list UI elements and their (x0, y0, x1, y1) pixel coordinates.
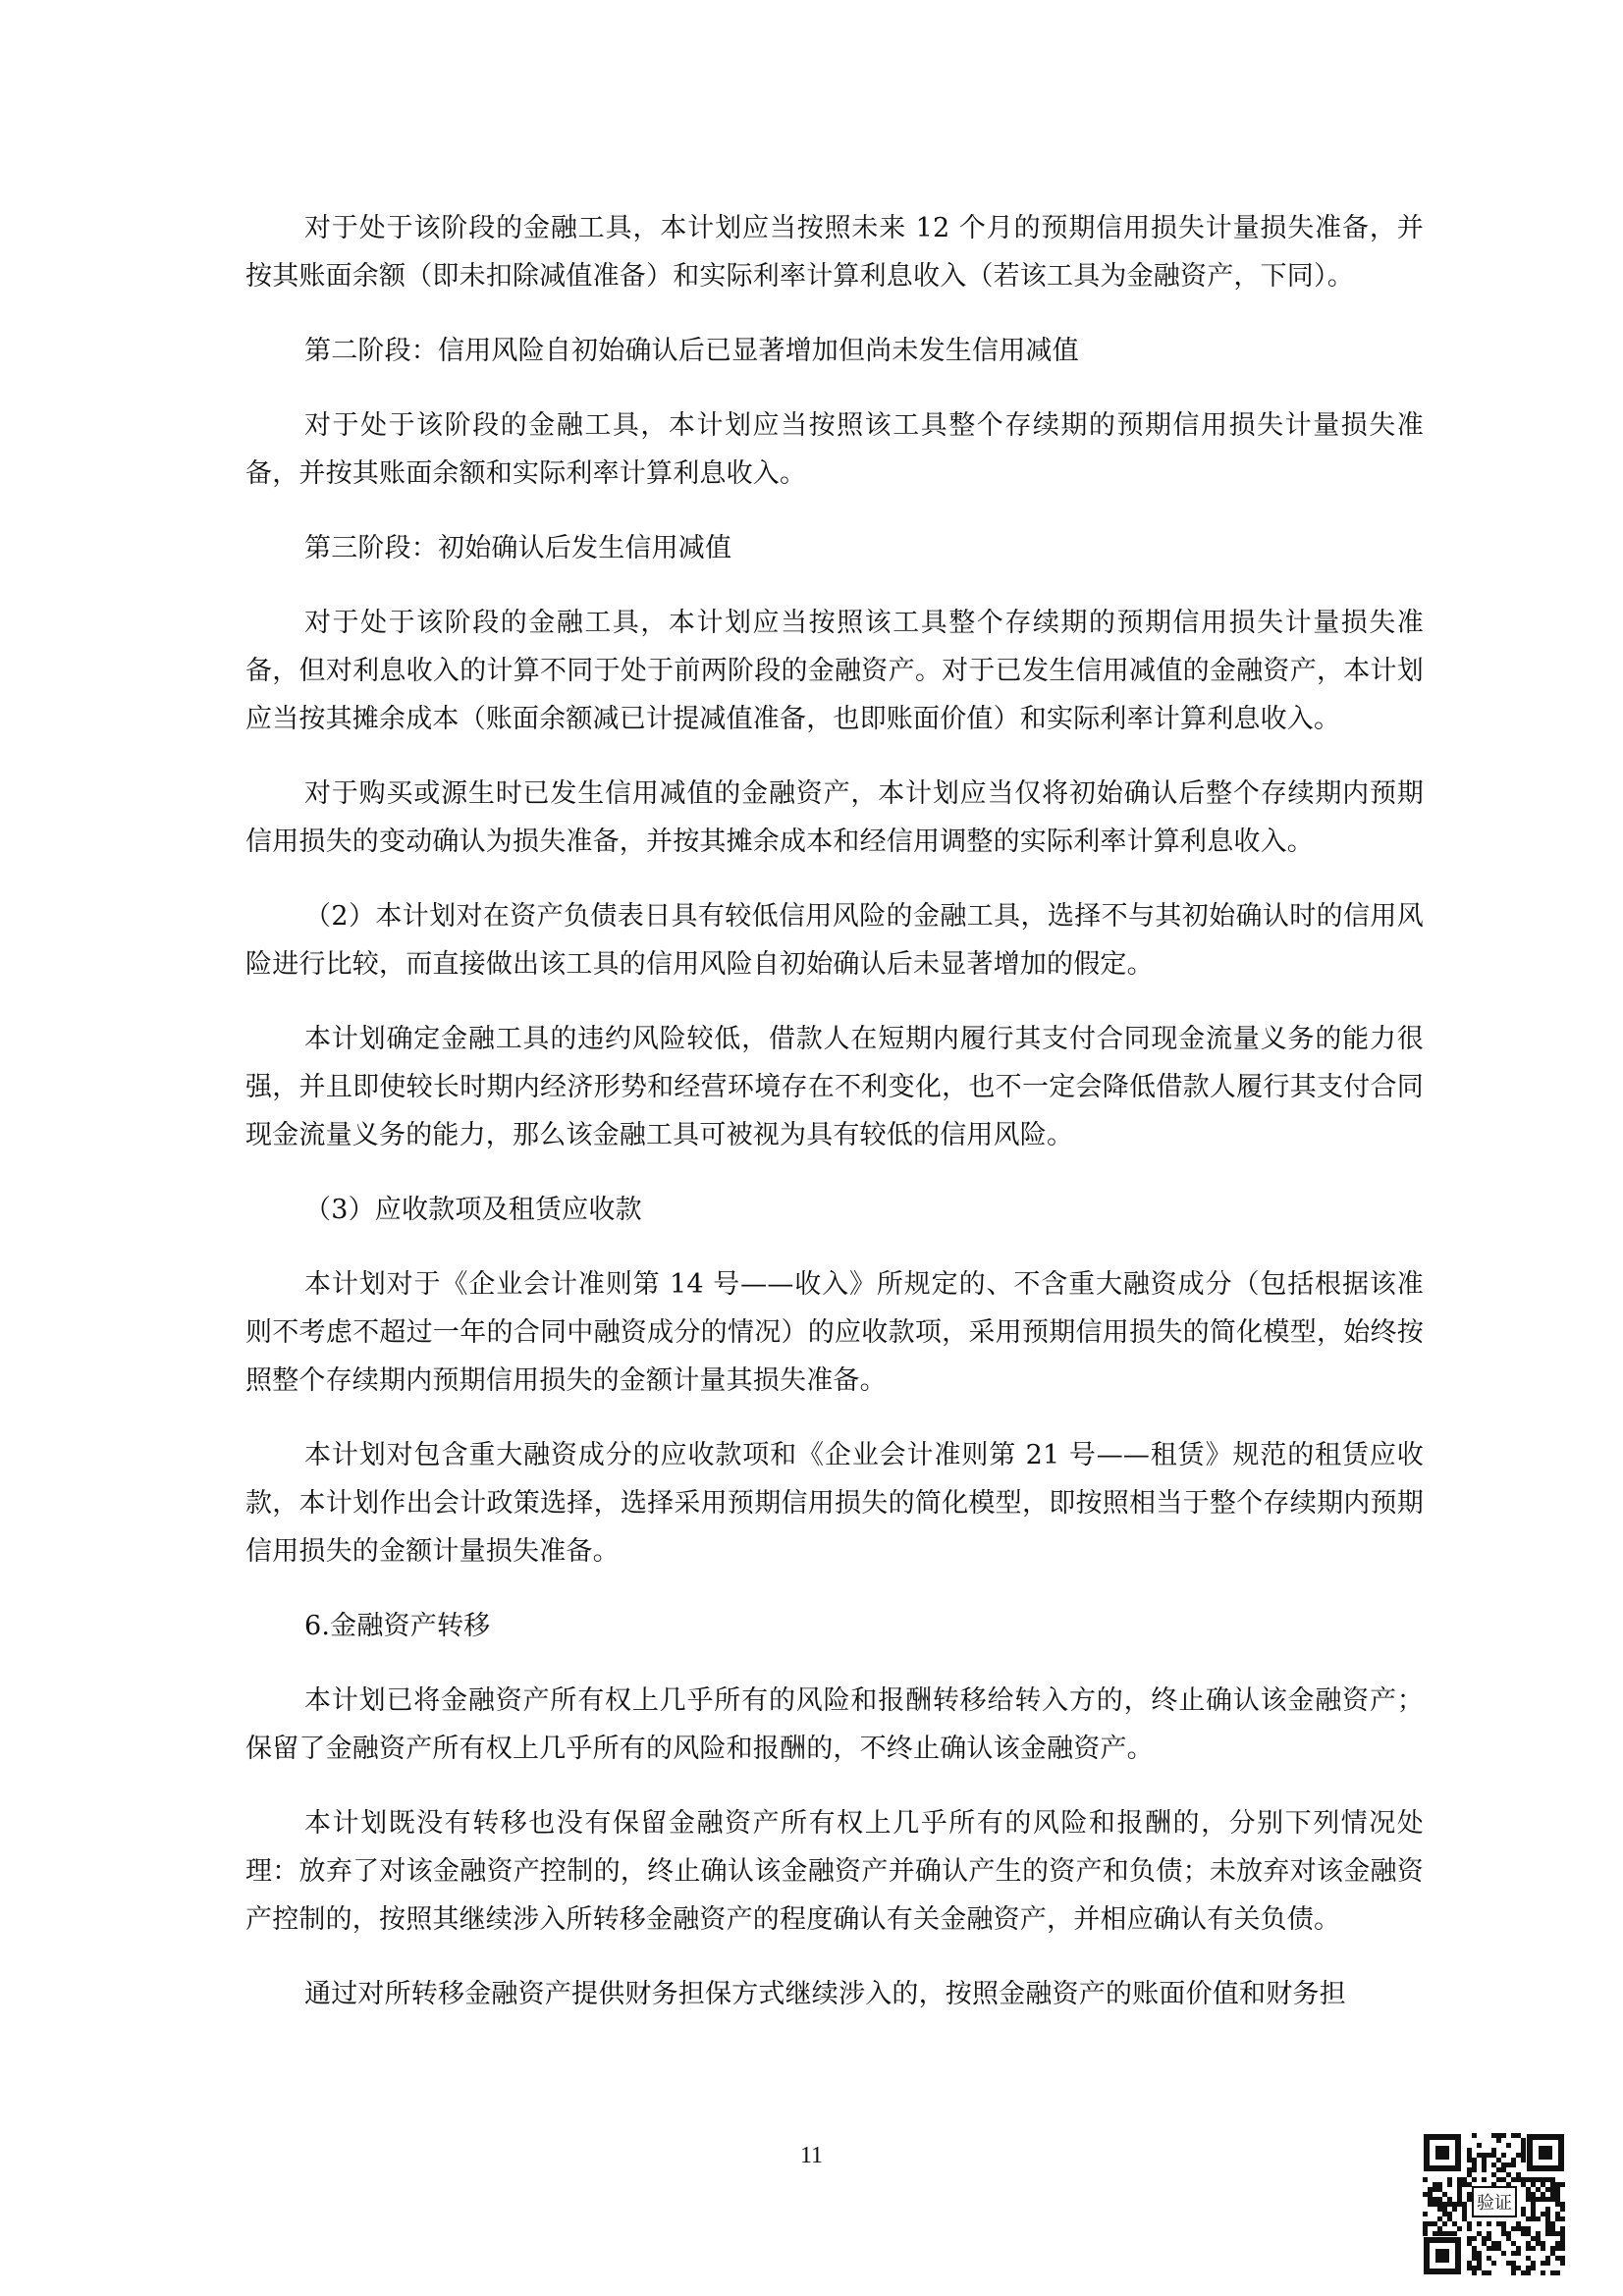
paragraph: 本计划确定金融工具的违约风险较低，借款人在短期内履行其支付合同现金流量义务的能力很强，并且即使较长时期内经济形势和经营环境存在不利变化，也不一定会降低借款人履行其支付合同现金流量义务的能力，那么该金融工具可被视为具有较低的信用风险。 (245, 1024, 1424, 1150)
body-text (245, 204, 1424, 2045)
paragraph: 对于处于该阶段的金融工具，本计划应当按照该工具整个存续期的预期信用损失计量损失准备，但对利息收入的计算不同于处于前两阶段的金融资产。对于已发生信用减值的金融资产，本计划应当按其摊余成本（账面余额减已计提减值准备，也即账面价值）和实际利率计算利息收入。 (245, 608, 1424, 734)
paragraph: 本计划对包含重大融资成分的应收款项和《企业会计准则第 21 号——租赁》规范的租赁应收款，本计划作出会计政策选择，选择采用预期信用损失的简化模型，即按照相当于整个存续期内预期信用损失的金额计量损失准备。 (245, 1440, 1424, 1567)
paragraph: 本计划既没有转移也没有保留金融资产所有权上几乎所有的风险和报酬的，分别下列情况处理：放弃了对该金融资产控制的，终止确认该金融资产并确认产生的资产和负债；未放弃对该金融资产控制的，按照其继续涉入所转移金融资产的程度确认有关金融资产，并相应确认有关负债。 (245, 1808, 1424, 1935)
paragraph: 本计划对于《企业会计准则第 14 号——收入》所规定的、不含重大融资成分（包括根据该准则不考虑不超过一年的合同中融资成分的情况）的应收款项，采用预期信用损失的简化模型，始终按照整个存续期内预期信用损失的金额计量其损失准备。 (245, 1269, 1424, 1396)
section-heading: （3）应收款项及租赁应收款 (304, 1195, 642, 1225)
paragraph: 对于购买或源生时已发生信用减值的金融资产，本计划应当仅将初始确认后整个存续期内预期信用损失的变动确认为损失准备，并按其摊余成本和经信用调整的实际利率计算利息收入。 (245, 778, 1424, 857)
page-number: 11 (799, 2143, 824, 2168)
paragraph: 通过对所转移金融资产提供财务担保方式继续涉入的，按照金融资产的账面价值和财务担 (304, 1979, 1346, 2009)
qr-code-icon (1422, 2132, 1566, 2276)
section-heading: 6.金融资产转移 (304, 1611, 491, 1641)
section-heading: 第三阶段：初始确认后发生信用减值 (304, 533, 732, 563)
qr-label: 验证 (1477, 2193, 1512, 2214)
paragraph: 对于处于该阶段的金融工具，本计划应当按照该工具整个存续期的预期信用损失计量损失准备，并按其账面余额和实际利率计算利息收入。 (245, 410, 1424, 489)
section-heading: 第二阶段：信用风险自初始确认后已显著增加但尚未发生信用减值 (304, 336, 1079, 366)
paragraph: 对于处于该阶段的金融工具，本计划应当按照未来 12 个月的预期信用损失计量损失准备，并按其账面余额（即未扣除减值准备）和实际利率计算利息收入（若该工具为金融资产，下同）。 (245, 213, 1424, 292)
paragraph: （2）本计划对在资产负债表日具有较低信用风险的金融工具，选择不与其初始确认时的信用风险进行比较，而直接做出该工具的信用风险自初始确认后未显著增加的假定。 (245, 901, 1424, 980)
paragraph: 本计划已将金融资产所有权上几乎所有的风险和报酬转移给转入方的，终止确认该金融资产；保留了金融资产所有权上几乎所有的风险和报酬的，不终止确认该金融资产。 (245, 1685, 1424, 1764)
